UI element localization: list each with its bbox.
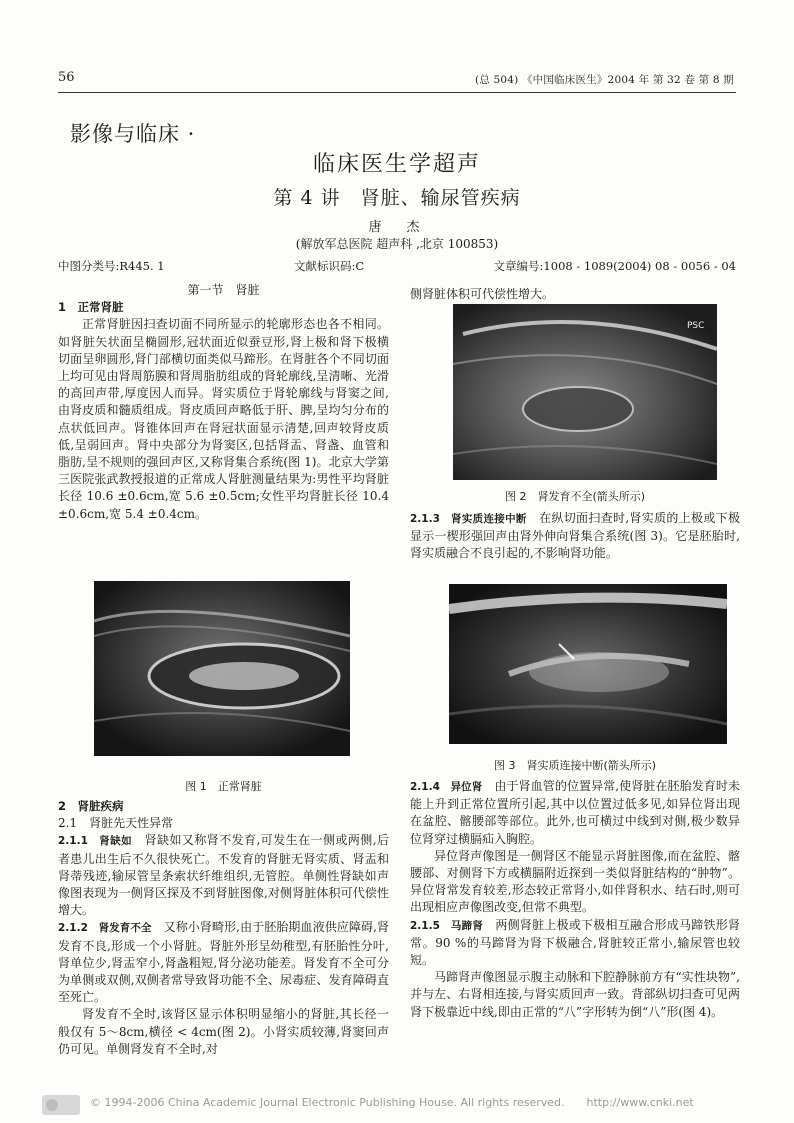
- header-rule: [58, 92, 736, 93]
- left-column-bottom: [58, 798, 389, 1058]
- figure-1-image: [94, 581, 350, 756]
- heading-hypoplasia: 2.1.2 肾发育不全: [58, 922, 152, 935]
- affiliation: (解放军总医院 超声科 ,北京 100853): [295, 237, 499, 251]
- heading-horseshoe: 2.1.5 马蹄肾: [410, 919, 484, 932]
- right-column-mid: [410, 510, 740, 563]
- heading-normal-kidney: 1 正常肾脏: [58, 300, 124, 315]
- paragraph-ectopic: [410, 778, 740, 848]
- page-number: 56: [58, 70, 75, 85]
- right-column-bottom: [410, 778, 740, 1021]
- figure-3-caption: 图 3 肾实质连接中断(箭头所示): [493, 759, 657, 772]
- figure-1-caption: 图 1 正常肾脏: [185, 780, 262, 793]
- column-title: 影像与临床 ·: [70, 122, 196, 146]
- journal-header: (总 504) 《中国临床医生》2004 年 第 32 卷 第 8 期: [474, 74, 734, 86]
- heading-agenesis: 2.1.1 肾缺如: [58, 835, 133, 848]
- lecture-title: 第 4 讲 肾脏、输尿管疾病: [273, 187, 521, 209]
- paragraph-horseshoe: [410, 917, 740, 970]
- clc-number: 中图分类号:R445. 1: [58, 259, 165, 273]
- paragraph-continued: 侧肾脏体积可代偿性增大。: [410, 287, 555, 301]
- heading-ectopic: 2.1.4 异位肾: [410, 781, 483, 793]
- paragraph-hypoplasia: [58, 919, 389, 1006]
- horseshoe-text: 两侧肾脏上极或下极相互融合形成马蹄铁形肾常。90 %的马蹄肾为肾下极融合,肾脏较正常小,输尿管也较短。: [410, 917, 740, 968]
- figure-2-image: [453, 304, 717, 480]
- figure-2-ultrasound: [453, 304, 717, 480]
- paragraph-ectopic-2: 异位肾声像图是一侧肾区不能显示肾脏图像,而在盆腔、髂腰部、对侧肾下方或横膈附近探到一类似肾脏结构的“肿物”。异位肾常发育较差,形态较正常肾小,如伴肾积水、结石时,则可出现相应声像图改变,但常不典型。: [410, 848, 740, 915]
- paragraph-junction: [410, 510, 740, 563]
- heading-kidney-disease: 2 肾脏疾病: [58, 799, 124, 813]
- section-title: 第一节 肾脏: [187, 283, 260, 297]
- heading-junction: 2.1.3 肾实质连接中断: [410, 513, 527, 525]
- heading-congenital: 2.1 肾脏先天性异常: [58, 816, 174, 831]
- cnki-logo-icon: [40, 1089, 82, 1119]
- document-code: 文献标识码:C: [294, 259, 365, 273]
- article-number: 文章编号:1008 - 1089(2004) 08 - 0056 - 04: [493, 259, 736, 273]
- article-title: 临床医生学超声: [312, 152, 481, 177]
- right-column-top: [410, 286, 740, 303]
- agenesis-text: 肾缺如又称肾不发育,可发生在一侧或两侧,后者患儿出生后不久很快死亡。不发育的肾脏无肾实质、肾盂和肾蒂残迹,输尿管呈条索状纤维组织,无管腔。单侧性肾缺如声像图表现为一侧肾区探及不到肾脏图像,对侧肾脏体积可代偿性增大。: [58, 833, 389, 918]
- figure-3-image: [449, 584, 727, 744]
- paragraph-agenesis: [58, 832, 389, 919]
- figure-2-corner-mark: PSC: [687, 321, 705, 331]
- author: 唐 杰: [368, 220, 426, 235]
- figure-2-caption: 图 2 肾发育不全(箭头所示): [504, 490, 646, 503]
- junction-text: 在纵切面扫查时,肾实质的上极或下极显示一楔形强回声由肾外伸向肾集合系统(图 3)。它是胚胎时,肾实质融合不良引起的,不影响肾功能。: [410, 511, 740, 561]
- paragraph-hypoplasia-2: 肾发育不全时,该肾区显示体积明显缩小的肾脏,其长径一般仅有 5～8cm,横径 < 4cm(图 2)。小肾实质较薄,肾窦回声仍可见。单侧肾发育不全时,对: [58, 1007, 389, 1056]
- left-column-top: [58, 282, 389, 523]
- figure-3-ultrasound: [449, 584, 727, 744]
- copyright-footer: © 1994-2006 China Academic Journal Electronic Publishing House. All rights reserved. http://www.cnki.net: [90, 1096, 694, 1109]
- figure-1-ultrasound: [94, 581, 350, 756]
- paragraph-horseshoe-2: 马蹄肾声像图显示腹主动脉和下腔静脉前方有“实性块物”,并与左、右肾相连接,与肾实质回声一致。背部纵切扫查可见两肾下极靠近中线,即由正常的“八”字形转为倒“八”形(图 4)。: [410, 970, 740, 1019]
- hypoplasia-text: 又称小肾畸形,由于胚胎期血液供应障碍,肾发育不良,形成一个小肾脏。肾脏外形呈幼稚型,有胚胎性分叶,肾单位少,肾盂窄小,肾盏粗短,肾分泌功能差。肾发育不全可分为单侧或双侧,双侧者常导致肾功能不全、尿毒症、发育障碍直至死亡。: [58, 920, 389, 1005]
- paragraph-normal-kidney: 正常肾脏因扫查切面不同所显示的轮廓形态也各不相同。如肾脏矢状面呈椭圆形,冠状面近似蚕豆形,肾上极和肾下极横切面呈卵圆形,肾门部横切面类似马蹄形。在肾脏各个不同切面上均可见由肾周筋膜和肾周脂肪组成的肾轮廓线,呈清晰、光滑的高回声带,厚度因人而异。肾实质位于肾轮廓线与肾窦之间,由肾皮质和髓质组成。肾皮质回声略低于肝、脾,呈均匀分布的点状低回声。肾锥体回声在肾冠状面显示清楚,回声较肾皮质低,呈弱回声。肾中央部分为肾窦区,包括肾盂、肾盏、血管和脂肪,呈不规则的强回声区,又称肾集合系统(图 1)。北京大学第三医院张武教授报道的正常成人肾脏测量结果为:男性平均肾脏长径 10.6 ±0.6cm,宽 5.6 ±0.5cm;女性平均肾脏长径 10.4 ±0.6cm,宽 5.4 ±0.4cm。: [58, 317, 389, 521]
- ectopic-text: 由于肾血管的位置异常,使肾脏在胚胎发育时未能上升到正常位置所引起,其中以位置过低多见,如异位肾出现在盆腔、髂腰部等部位。此外,也可横过中线到对侧,极少数异位肾穿过横膈疝入胸腔。: [410, 779, 740, 846]
- article-meta: [58, 258, 736, 274]
